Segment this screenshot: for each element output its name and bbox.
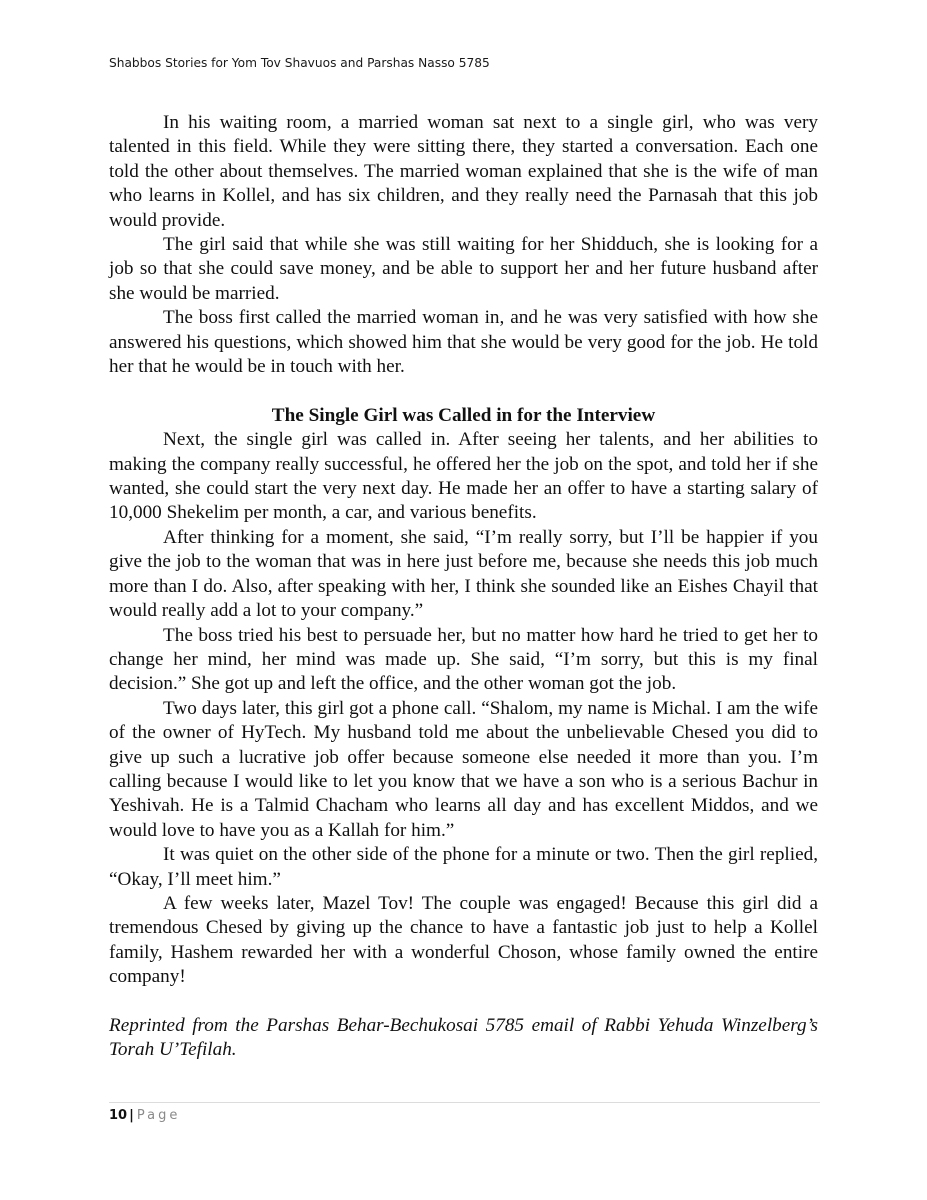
- running-header: Shabbos Stories for Yom Tov Shavuos and Parshas Nasso 5785: [109, 56, 490, 70]
- page-footer: [109, 1107, 180, 1125]
- reprint-credit: Reprinted from the Parshas Behar-Bechukosai 5785 email of Rabbi Yehuda Winzelberg’s Torah U’Tefilah.: [109, 1015, 818, 1061]
- paragraph-spacer: [109, 990, 818, 1014]
- footer-divider: [109, 1102, 820, 1103]
- document-body: [109, 111, 818, 1063]
- footer-separator: |: [129, 1108, 134, 1123]
- paragraph: It was quiet on the other side of the phone for a minute or two. Then the girl replied, “Okay, I’ll meet him.”: [109, 844, 818, 890]
- page-label: Page: [136, 1108, 181, 1123]
- paragraph: Two days later, this girl got a phone call. “Shalom, my name is Michal. I am the wife of the owner of HyTech. My husband told me about the unbelievable Chesed you did to give up such a lucrative job offer because someone else needed it more than you. I’m calling because I would like to let you know that we have a son who is a serious Bachur in Yeshivah. He is a Talmid Chacham who learns all day and has excellent Middos, and we would love to have you as a Kallah for him.”: [109, 697, 818, 841]
- section-heading: The Single Girl was Called in for the Interview: [271, 404, 656, 426]
- paragraph: The boss first called the married woman in, and he was very satisfied with how she answered his questions, which showed him that she would be very good for the job. He told her that he would be in touch with her.: [109, 307, 818, 378]
- paragraph: A few weeks later, Mazel Tov! The couple was engaged! Because this girl did a tremendous Chesed by giving up the chance to have a fantastic job just to help a Kollel family, Hashem rewarded her with a wonderful Choson, whose family owned the entire company!: [109, 892, 818, 988]
- paragraph: The girl said that while she was still waiting for her Shidduch, she is looking for a job so that she could save money, and be able to support her and her future husband after she would be married.: [109, 234, 818, 304]
- page-number: 10: [109, 1108, 128, 1123]
- paragraph: The boss tried his best to persuade her, but no matter how hard he tried to get her to change her mind, her mind was made up. She said, “I’m sorry, but this is my final decision.” She got up and left the office, and the other woman got the job.: [109, 624, 818, 695]
- paragraph: After thinking for a moment, she said, “I’m really sorry, but I’ll be happier if you give the job to the woman that was in here just before me, because she needs this job much more than I do. Also, after speaking with her, I think she sounded like an Eishes Chayil that would really add a lot to your company.”: [109, 526, 818, 622]
- paragraph: In his waiting room, a married woman sat next to a single girl, who was very talented in this field. While they were sitting there, they started a conversation. Each one told the other about themselves. The married woman explained that she is the wife of man who learns in Kollel, and has six children, and they really need the Parnasah that this job would provide.: [109, 112, 818, 231]
- paragraph: Next, the single girl was called in. After seeing her talents, and her abilities to making the company really successful, he offered her the job on the spot, and told her if she wanted, she could start the very next day. He made her an offer to have a starting salary of 10,000 Shekelim per month, a car, and various benefits.: [109, 429, 818, 524]
- paragraph-spacer: [109, 379, 818, 403]
